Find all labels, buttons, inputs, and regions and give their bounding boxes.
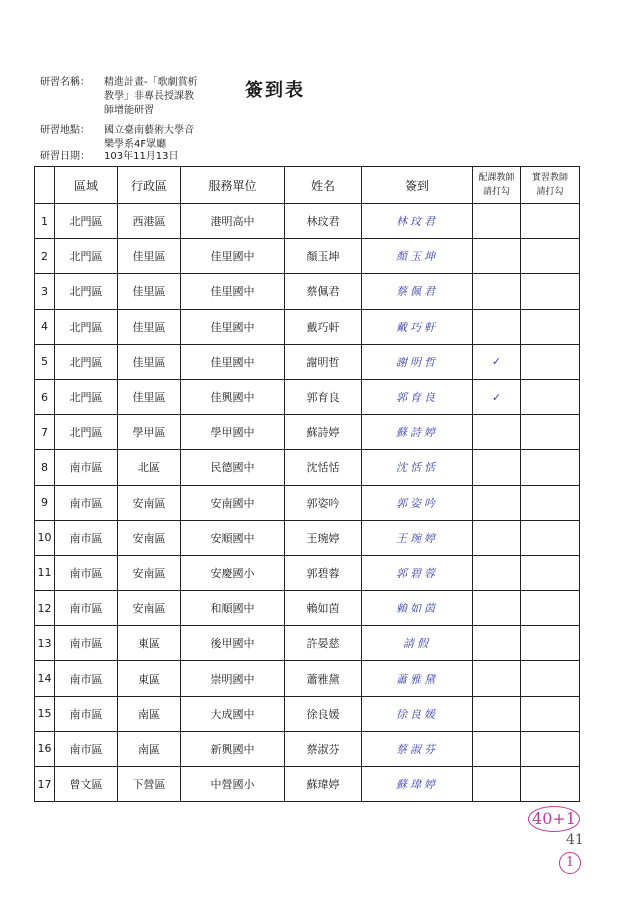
row-signature: 蕭雅黛: [362, 661, 473, 696]
row-number: 17: [35, 767, 55, 802]
row-intern-check: [521, 555, 580, 590]
col-course-teacher: 配課教師 請打勾: [473, 167, 521, 204]
row-district: 安南區: [118, 555, 181, 590]
row-unit: 學甲國中: [181, 415, 285, 450]
row-name: 蘇詩婷: [285, 415, 362, 450]
row-number: 11: [35, 555, 55, 590]
row-region: 南市區: [55, 626, 118, 661]
row-region: 北門區: [55, 204, 118, 239]
row-intern-check: [521, 450, 580, 485]
row-name: 徐良媛: [285, 696, 362, 731]
row-unit: 安順國中: [181, 520, 285, 555]
table-row: [35, 379, 580, 414]
row-unit: 佳里國中: [181, 274, 285, 309]
row-region: 南市區: [55, 555, 118, 590]
row-course-check: [473, 591, 521, 626]
row-signature: 沈恬恬: [362, 450, 473, 485]
event-name-line1: 精進計畫-「歌劇賞析: [104, 77, 198, 88]
meta-event-name: [40, 76, 254, 118]
attendance-total: 41: [566, 832, 584, 848]
row-region: 南市區: [55, 450, 118, 485]
row-intern-check: [521, 767, 580, 802]
row-region: 南市區: [55, 731, 118, 766]
page-number: 1: [559, 852, 581, 874]
row-region: 北門區: [55, 309, 118, 344]
row-signature: 林玟君: [362, 204, 473, 239]
row-course-check: [473, 661, 521, 696]
row-signature: 謝明哲: [362, 344, 473, 379]
row-unit: 後甲國中: [181, 626, 285, 661]
row-number: 7: [35, 415, 55, 450]
row-region: 南市區: [55, 485, 118, 520]
row-unit: 中營國小: [181, 767, 285, 802]
row-course-check: [473, 767, 521, 802]
row-signature: 蘇詩婷: [362, 415, 473, 450]
row-intern-check: [521, 731, 580, 766]
row-course-check: [473, 309, 521, 344]
table-row: [35, 450, 580, 485]
row-region: 南市區: [55, 661, 118, 696]
row-signature: 蘇瑋婷: [362, 767, 473, 802]
table-row: [35, 309, 580, 344]
table-row: [35, 415, 580, 450]
sign-in-table: [34, 166, 580, 802]
table-row: [35, 591, 580, 626]
row-name: 蘇瑋婷: [285, 767, 362, 802]
row-name: 顏玉坤: [285, 239, 362, 274]
location-line2: 樂學系4F眾廳: [104, 139, 167, 150]
meta-date: [40, 150, 254, 164]
row-name: 戴巧軒: [285, 309, 362, 344]
col-intern-teacher: 實習教師 請打勾: [521, 167, 580, 204]
row-intern-check: [521, 415, 580, 450]
row-name: 郭育良: [285, 379, 362, 414]
attendance-count-annotation: 40+1: [528, 806, 580, 832]
location-label: 研習地點：: [40, 125, 90, 136]
row-name: 蔡佩君: [285, 274, 362, 309]
row-unit: 安慶國小: [181, 555, 285, 590]
row-district: 佳里區: [118, 274, 181, 309]
table-row: [35, 767, 580, 802]
col-signature: 簽到: [362, 167, 473, 204]
row-district: 南區: [118, 696, 181, 731]
row-number: 5: [35, 344, 55, 379]
row-district: 佳里區: [118, 309, 181, 344]
row-name: 許晏慈: [285, 626, 362, 661]
row-course-check: [473, 731, 521, 766]
row-district: 安南區: [118, 520, 181, 555]
row-unit: 和順國中: [181, 591, 285, 626]
row-signature: 戴巧軒: [362, 309, 473, 344]
event-name-label: 研習名稱：: [40, 77, 90, 88]
row-region: 南市區: [55, 696, 118, 731]
row-number: 14: [35, 661, 55, 696]
row-unit: 新興國中: [181, 731, 285, 766]
row-name: 蕭雅黛: [285, 661, 362, 696]
row-intern-check: [521, 379, 580, 414]
row-intern-check: [521, 485, 580, 520]
col-unit: 服務單位: [181, 167, 285, 204]
row-unit: 崇明國中: [181, 661, 285, 696]
table-header-row: [35, 167, 580, 204]
col-name: 姓名: [285, 167, 362, 204]
row-unit: 佳里國中: [181, 309, 285, 344]
row-number: 4: [35, 309, 55, 344]
event-name-line2: 教學」非專長授課教: [104, 91, 194, 102]
row-course-check: [473, 239, 521, 274]
row-region: 北門區: [55, 415, 118, 450]
row-number: 3: [35, 274, 55, 309]
row-signature: 徐良媛: [362, 696, 473, 731]
row-signature: 蔡淑芬: [362, 731, 473, 766]
row-name: 王琬婷: [285, 520, 362, 555]
row-signature: 顏玉坤: [362, 239, 473, 274]
row-district: 東區: [118, 661, 181, 696]
row-signature: 賴如茵: [362, 591, 473, 626]
table-row: [35, 626, 580, 661]
row-signature: 郭姿吟: [362, 485, 473, 520]
row-course-check: ✓: [473, 344, 521, 379]
date-label: 研習日期：: [40, 151, 90, 162]
table-row: [35, 204, 580, 239]
row-intern-check: [521, 520, 580, 555]
meta-location: [40, 124, 254, 152]
table-row: [35, 239, 580, 274]
row-course-check: [473, 555, 521, 590]
row-signature: 郭碧蓉: [362, 555, 473, 590]
row-district: 西港區: [118, 204, 181, 239]
row-name: 林玟君: [285, 204, 362, 239]
row-course-check: [473, 626, 521, 661]
row-signature: 蔡佩君: [362, 274, 473, 309]
row-number: 1: [35, 204, 55, 239]
row-name: 沈恬恬: [285, 450, 362, 485]
row-name: 蔡淑芬: [285, 731, 362, 766]
row-signature: 王琬婷: [362, 520, 473, 555]
row-region: 南市區: [55, 520, 118, 555]
page-title: 簽到表: [245, 80, 305, 101]
date-value: 103年11月13日: [104, 151, 179, 162]
table-row: [35, 555, 580, 590]
table-row: [35, 696, 580, 731]
row-course-check: [473, 415, 521, 450]
row-intern-check: [521, 204, 580, 239]
row-name: 賴如茵: [285, 591, 362, 626]
row-intern-check: [521, 274, 580, 309]
row-district: 下營區: [118, 767, 181, 802]
table-row: [35, 485, 580, 520]
col-number: [35, 167, 55, 204]
row-course-check: [473, 204, 521, 239]
row-region: 北門區: [55, 239, 118, 274]
row-course-check: ✓: [473, 379, 521, 414]
row-unit: 港明高中: [181, 204, 285, 239]
row-signature: 郭育良: [362, 379, 473, 414]
row-number: 8: [35, 450, 55, 485]
row-region: 南市區: [55, 591, 118, 626]
row-intern-check: [521, 626, 580, 661]
row-name: 郭碧蓉: [285, 555, 362, 590]
row-course-check: [473, 274, 521, 309]
row-course-check: [473, 696, 521, 731]
row-district: 南區: [118, 731, 181, 766]
location-line1: 國立臺南藝術大學音: [104, 125, 194, 136]
row-intern-check: [521, 661, 580, 696]
row-name: 謝明哲: [285, 344, 362, 379]
row-district: 佳里區: [118, 379, 181, 414]
row-unit: 安南國中: [181, 485, 285, 520]
row-region: 北門區: [55, 379, 118, 414]
row-number: 16: [35, 731, 55, 766]
row-intern-check: [521, 591, 580, 626]
row-district: 安南區: [118, 591, 181, 626]
row-unit: 民德國中: [181, 450, 285, 485]
row-district: 北區: [118, 450, 181, 485]
row-unit: 佳興國中: [181, 379, 285, 414]
row-unit: 佳里國中: [181, 239, 285, 274]
row-region: 北門區: [55, 344, 118, 379]
row-intern-check: [521, 696, 580, 731]
table-row: [35, 344, 580, 379]
col-district: 行政區: [118, 167, 181, 204]
row-region: 北門區: [55, 274, 118, 309]
row-district: 安南區: [118, 485, 181, 520]
row-number: 6: [35, 379, 55, 414]
row-unit: 佳里國中: [181, 344, 285, 379]
row-intern-check: [521, 344, 580, 379]
row-course-check: [473, 450, 521, 485]
event-name-line3: 師增能研習: [104, 105, 154, 116]
table-row: [35, 731, 580, 766]
row-number: 2: [35, 239, 55, 274]
col-region: 區域: [55, 167, 118, 204]
row-name: 郭姿吟: [285, 485, 362, 520]
row-course-check: [473, 485, 521, 520]
row-intern-check: [521, 239, 580, 274]
table-row: [35, 661, 580, 696]
row-unit: 大成國中: [181, 696, 285, 731]
row-course-check: [473, 520, 521, 555]
row-signature: 請假: [362, 626, 473, 661]
row-number: 10: [35, 520, 55, 555]
row-number: 9: [35, 485, 55, 520]
row-number: 12: [35, 591, 55, 626]
row-intern-check: [521, 309, 580, 344]
row-district: 學甲區: [118, 415, 181, 450]
table-row: [35, 520, 580, 555]
table-row: [35, 274, 580, 309]
row-region: 曾文區: [55, 767, 118, 802]
row-number: 13: [35, 626, 55, 661]
row-district: 東區: [118, 626, 181, 661]
row-district: 佳里區: [118, 344, 181, 379]
row-district: 佳里區: [118, 239, 181, 274]
row-number: 15: [35, 696, 55, 731]
